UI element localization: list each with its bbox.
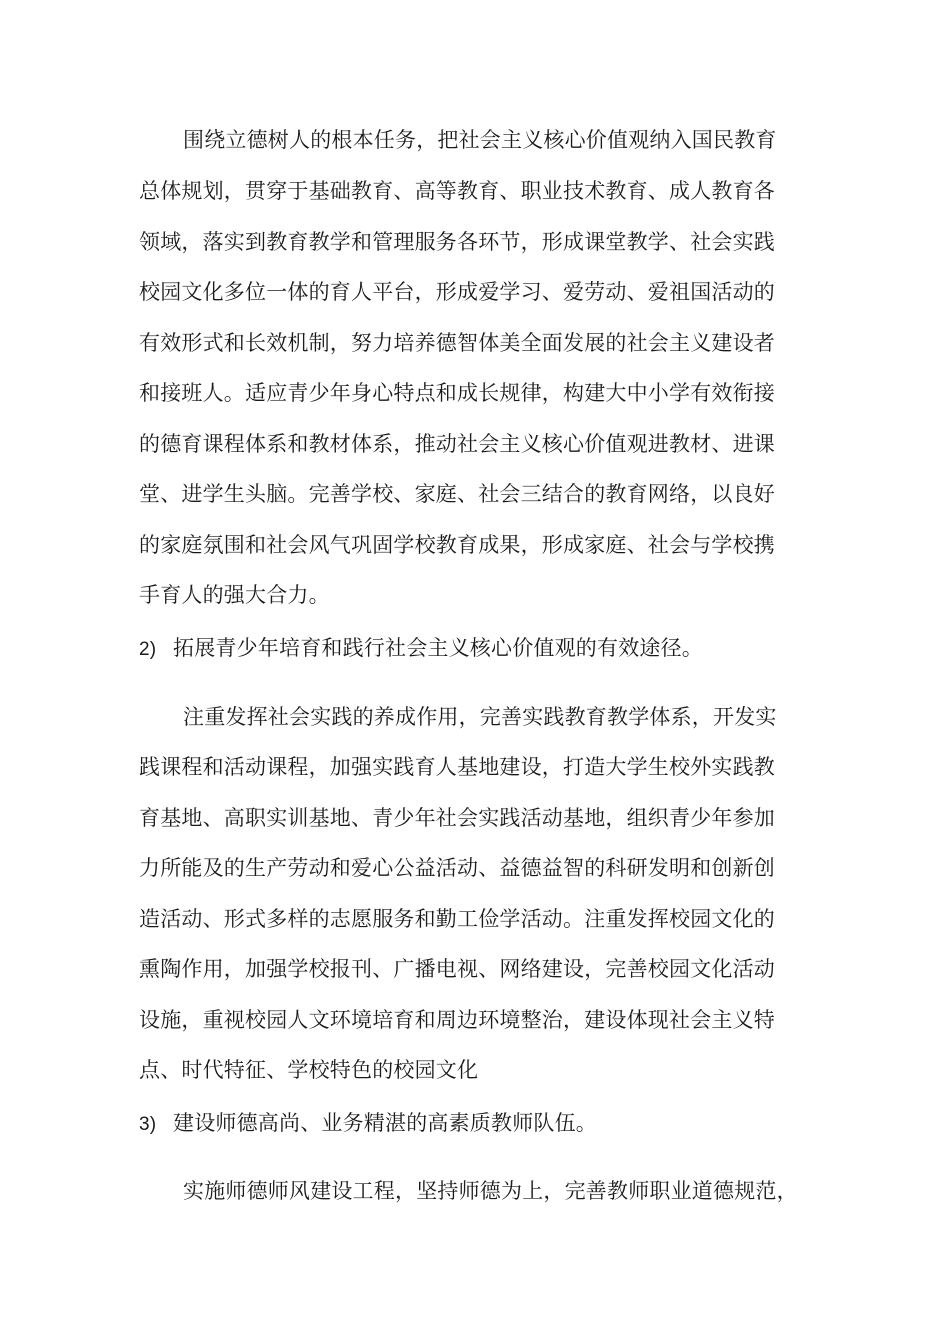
paragraph-1-line: 的德育课程体系和教材体系，推动社会主义核心价值观进教材、进课: [139, 432, 775, 456]
paragraph-1-line: 堂、进学生头脑。完善学校、家庭、社会三结合的教育网络，以良好: [139, 482, 775, 506]
paragraph-2-line: 力所能及的生产劳动和爱心公益活动、益德益智的科研发明和创新创: [139, 856, 775, 880]
paragraph-2-line: 设施，重视校园人文环境培育和周边环境整治，建设体现社会主义特: [139, 1008, 775, 1032]
paragraph-1-line: 总体规划，贯穿于基础教育、高等教育、职业技术教育、成人教育各: [139, 179, 775, 203]
heading-number: 3): [139, 1114, 157, 1135]
heading-text: 拓展青少年培育和践行社会主义核心价值观的有效途径。: [173, 636, 703, 660]
paragraph-1-line: 的家庭氛围和社会风气巩固学校教育成果，形成家庭、社会与学校携: [139, 533, 775, 557]
paragraph-2-line: 熏陶作用，加强学校报刊、广播电视、网络建设，完善校园文化活动: [139, 957, 775, 981]
paragraph-1-line: 围绕立德树人的根本任务，把社会主义核心价值观纳入国民教育: [183, 128, 777, 152]
heading-text: 建设师德高尚、业务精湛的高素质教师队伍。: [173, 1111, 597, 1135]
paragraph-1-line: 和接班人。适应青少年身心特点和成长规律，构建大中小学有效衔接: [139, 381, 775, 405]
heading-number: 2): [139, 639, 157, 660]
paragraph-1-line: 领域，落实到教育教学和管理服务各环节，形成课堂教学、社会实践: [139, 230, 775, 254]
paragraph-2-line: 造活动、形式多样的志愿服务和勤工俭学活动。注重发挥校园文化的: [139, 907, 775, 931]
paragraph-1-line: 校园文化多位一体的育人平台，形成爱学习、爱劳动、爱祖国活动的: [139, 280, 775, 304]
paragraph-3-line: 实施师德师风建设工程，坚持师德为上，完善教师职业道德规范，: [183, 1179, 798, 1203]
paragraph-1-line: 有效形式和长效机制，努力培养德智体美全面发展的社会主义建设者: [139, 331, 775, 355]
section-heading-3: [139, 1108, 597, 1140]
paragraph-2-line: 践课程和活动课程，加强实践育人基地建设，打造大学生校外实践教: [139, 755, 775, 779]
paragraph-1-line: 手育人的强大合力。: [139, 583, 330, 607]
paragraph-2-line: 注重发挥社会实践的养成作用，完善实践教育教学体系，开发实: [183, 705, 777, 729]
paragraph-2-line: 育基地、高职实训基地、青少年社会实践活动基地，组织青少年参加: [139, 806, 775, 830]
section-heading-2: [139, 633, 703, 665]
paragraph-2-line: 点、时代特征、学校特色的校园文化: [139, 1058, 479, 1082]
